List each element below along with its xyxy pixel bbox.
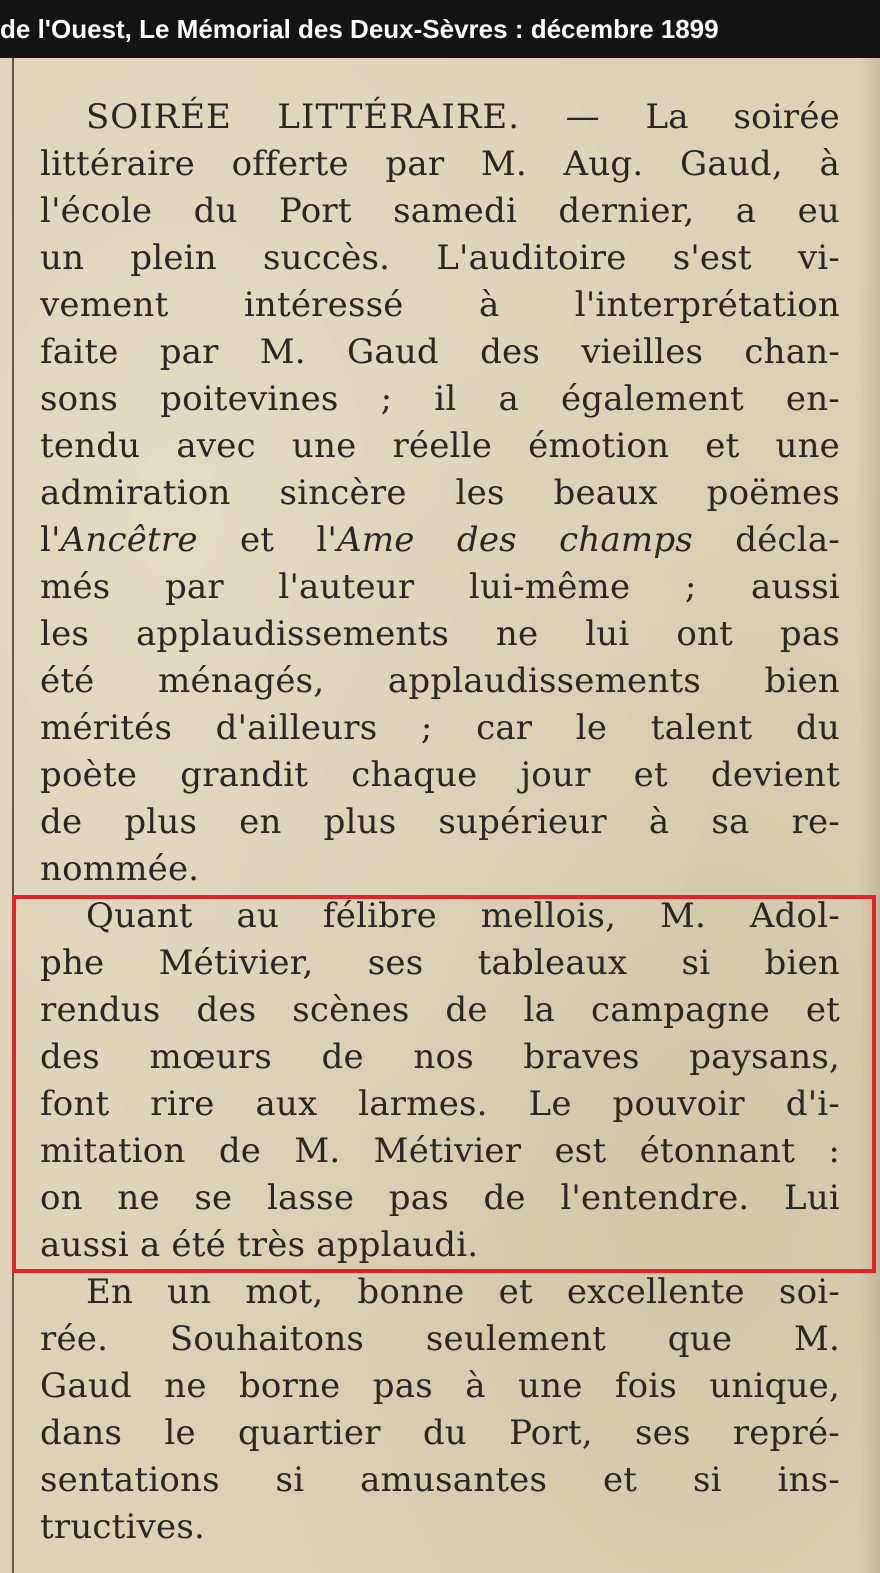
poem-title-ancetre: Ancêtre: [60, 520, 198, 560]
paragraph-2-line-8: aussi a été très applaudi.: [40, 1225, 479, 1265]
paragraph-3-line-2: rée. Souhaitons seulement que M.: [40, 1319, 840, 1359]
paragraph-1-line-8: tendu avec une réelle émotion et une: [40, 426, 840, 466]
article-heading: SOIRÉE LITTÉRAIRE. —: [86, 97, 601, 137]
paragraph-2-line-2: phe Métivier, ses tableaux si bien: [40, 943, 840, 983]
paragraph-2-line-6: mitation de M. Métivier est étonnant :: [40, 1131, 840, 1171]
paragraph-1-line-11: més par l'auteur lui-même ; aussi: [40, 567, 840, 607]
paragraph-1-line-4: un plein succès. L'auditoire s'est vi-: [40, 238, 840, 278]
paragraph-1-line-16: de plus en plus supérieur à sa re-: [40, 802, 840, 842]
paragraph-2-line-3: rendus des scènes de la campagne et: [40, 990, 840, 1030]
paragraph-1-line-14: mérités d'ailleurs ; car le talent du: [40, 708, 840, 748]
paragraph-2-line-1: Quant au félibre mellois, M. Adol-: [86, 896, 840, 936]
paragraph-2-line-5: font rire aux larmes. Le pouvoir d'i-: [40, 1084, 840, 1124]
paragraph-1-line-17: nommée.: [40, 849, 200, 889]
document-title: de l'Ouest, Le Mémorial des Deux-Sèvres : décembre 1899: [0, 14, 719, 44]
paragraph-1-line-7: sons poitevines ; il a également en-: [40, 379, 840, 419]
paragraph-1-line-9: admiration sincère les beaux poëmes: [40, 473, 840, 513]
paragraph-2-line-4: des mœurs de nos braves paysans,: [40, 1037, 840, 1077]
poem-title-ame-des-champs: Ame des champs: [337, 520, 693, 560]
paragraph-3-line-3: Gaud ne borne pas à une fois unique,: [40, 1366, 840, 1406]
paragraph-1-line-13: été ménagés, applaudissements bien: [40, 661, 840, 701]
paragraph-2-line-7: on ne se lasse pas de l'entendre. Lui: [40, 1178, 840, 1218]
paragraph-3-line-6: tructives.: [40, 1507, 205, 1547]
paragraph-3-line-1: En un mot, bonne et excellente soi-: [86, 1272, 840, 1312]
paragraph-1-line-12: les applaudissements ne lui ont pas: [40, 614, 840, 654]
paragraph-1-line-5: vement intéressé à l'interprétation: [40, 285, 840, 325]
article-text: [40, 94, 840, 1551]
column-divider: [12, 58, 14, 1573]
paragraph-1-line-6: faite par M. Gaud des vieilles chan-: [40, 332, 840, 372]
paragraph-1-line-3: l'école du Port samedi dernier, a eu: [40, 191, 840, 231]
paragraph-1-line-2: littéraire offerte par M. Aug. Gaud, à: [40, 144, 840, 184]
paragraph-1-line-1: SOIRÉE LITTÉRAIRE. — La soirée: [86, 97, 840, 137]
paragraph-3-line-4: dans le quartier du Port, ses repré-: [40, 1413, 840, 1453]
paragraph-1-line-10: l'Ancêtre et l'Ame des champs décla-: [40, 520, 840, 560]
newspaper-page: [0, 58, 880, 1573]
paragraph-3-line-5: sentations si amusantes et si ins-: [40, 1460, 840, 1500]
window-title-bar: [0, 0, 880, 58]
page-edge-shadow: [858, 58, 880, 1573]
paragraph-1-line-15: poète grandit chaque jour et devient: [40, 755, 840, 795]
